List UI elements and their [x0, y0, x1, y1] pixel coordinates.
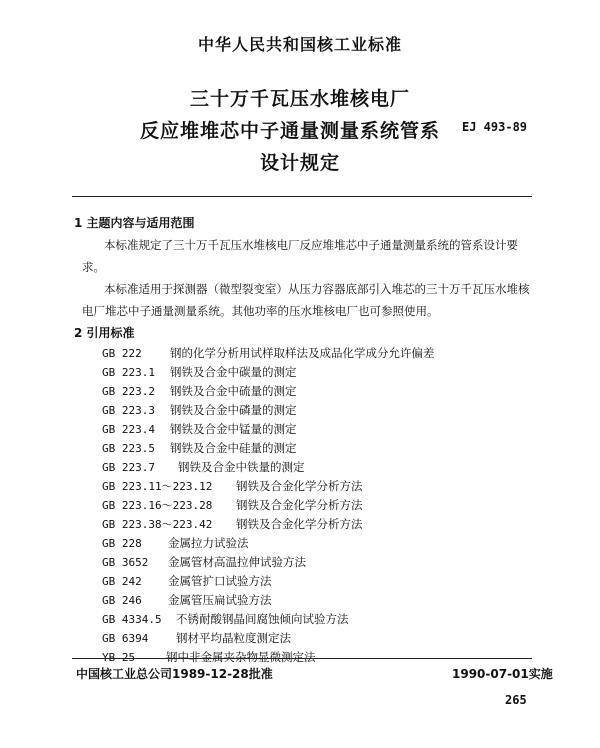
- standard-item: [102, 401, 297, 420]
- page-number: 265: [505, 693, 527, 707]
- standard-name-cell: 钢铁及合金中硫量的测定: [170, 384, 297, 398]
- standard-item: [102, 382, 297, 401]
- standard-name-cell: 金属拉力试验法: [168, 536, 249, 550]
- standard-code-cell: YB 25: [102, 651, 136, 664]
- standard-name-cell: 钢铁及合金化学分析方法: [236, 517, 363, 531]
- standard-item: [102, 553, 306, 572]
- standard-item: [102, 534, 249, 553]
- standard-name-cell: 钢材平均晶粒度测定法: [176, 631, 291, 645]
- standard-code-cell: GB 242: [102, 575, 142, 588]
- standard-name-cell: 钢中非金属夹杂物显微测定法: [166, 650, 316, 664]
- standard-code-cell: GB 246: [102, 594, 142, 607]
- approval-note: 中国核工业总公司1989-12-28批准: [76, 667, 273, 681]
- standard-item: [102, 439, 297, 458]
- standard-name-cell: 钢铁及合金中磷量的测定: [170, 403, 297, 417]
- standard-name-cell: 金属管扩口试验方法: [168, 574, 272, 588]
- standard-item: [102, 458, 305, 477]
- standard-code-cell: GB 3652: [102, 556, 149, 569]
- standard-code-cell: GB 223.1: [102, 366, 155, 379]
- standard-name-cell: 不锈耐酸钢晶间腐蚀倾向试验方法: [176, 612, 349, 626]
- standard-name-cell: 钢的化学分析用试样取样法及成品化学成分允许偏差: [170, 346, 435, 360]
- standard-code-cell: GB 223.11～223.12: [102, 480, 213, 493]
- title-line-2: 反应堆堆芯中子通量测量系统管系: [139, 120, 440, 142]
- top-divider: [72, 196, 532, 197]
- standard-item: [102, 496, 363, 515]
- standard-code: EJ 493-89: [462, 120, 528, 134]
- standard-item: [102, 572, 272, 591]
- standard-item: [102, 591, 272, 610]
- issuing-authority: 中华人民共和国核工业标准: [197, 35, 402, 54]
- standard-code-cell: GB 223.5: [102, 442, 155, 455]
- standard-item: [102, 420, 297, 439]
- title-line-3: 设计规定: [259, 152, 340, 174]
- standard-code-cell: GB 228: [102, 537, 142, 550]
- section-1-paragraph-2: 本标准适用于探测器（微型裂变室）从压力容器底部引入堆芯的三十万千瓦压水堆核电厂堆芯中子通量测量系统。其他功率的压水堆核电厂也可参照使用。: [82, 282, 530, 318]
- standard-code-cell: GB 6394: [102, 632, 149, 645]
- standard-name-cell: 钢铁及合金中碳量的测定: [170, 365, 297, 379]
- standard-name-cell: 钢铁及合金中硅量的测定: [170, 441, 297, 455]
- bottom-divider: [72, 658, 532, 659]
- standard-code-cell: GB 223.3: [102, 404, 155, 417]
- standard-name-cell: 钢铁及合金中锰量的测定: [170, 422, 297, 436]
- section-1-heading: 1 主题内容与适用范围: [74, 216, 195, 230]
- section-2-heading: 2 引用标准: [74, 326, 135, 340]
- section-1-paragraph-1: 本标准规定了三十万千瓦压水堆核电厂反应堆堆芯中子通量测量系统的管系设计要求。: [82, 238, 518, 274]
- section-1-body: [82, 234, 532, 322]
- standard-name-cell: 金属管材高温拉伸试验方法: [168, 555, 306, 569]
- standard-code-cell: GB 223.38～223.42: [102, 518, 213, 531]
- standard-code-cell: GB 223.2: [102, 385, 155, 398]
- standard-item: [102, 363, 297, 382]
- standard-name-cell: 金属管压扁试验方法: [168, 593, 272, 607]
- standard-name-cell: 钢铁及合金化学分析方法: [236, 498, 363, 512]
- effective-date: 1990-07-01实施: [452, 667, 553, 681]
- standard-item: [102, 344, 435, 363]
- standard-item: [102, 515, 363, 534]
- title-line-1: 三十万千瓦压水堆核电厂: [189, 88, 410, 110]
- standard-code-cell: GB 4334.5: [102, 613, 162, 626]
- standard-code-cell: GB 222: [102, 347, 142, 360]
- standard-item: [102, 610, 349, 629]
- standard-name-cell: 钢铁及合金中铁量的测定: [178, 460, 305, 474]
- standard-code-cell: GB 223.16～223.28: [102, 499, 213, 512]
- standard-item: [102, 629, 291, 648]
- standard-code-cell: GB 223.4: [102, 423, 155, 436]
- standard-name-cell: 钢铁及合金化学分析方法: [236, 479, 363, 493]
- standard-code-cell: GB 223.7: [102, 461, 155, 474]
- standard-item: [102, 477, 363, 496]
